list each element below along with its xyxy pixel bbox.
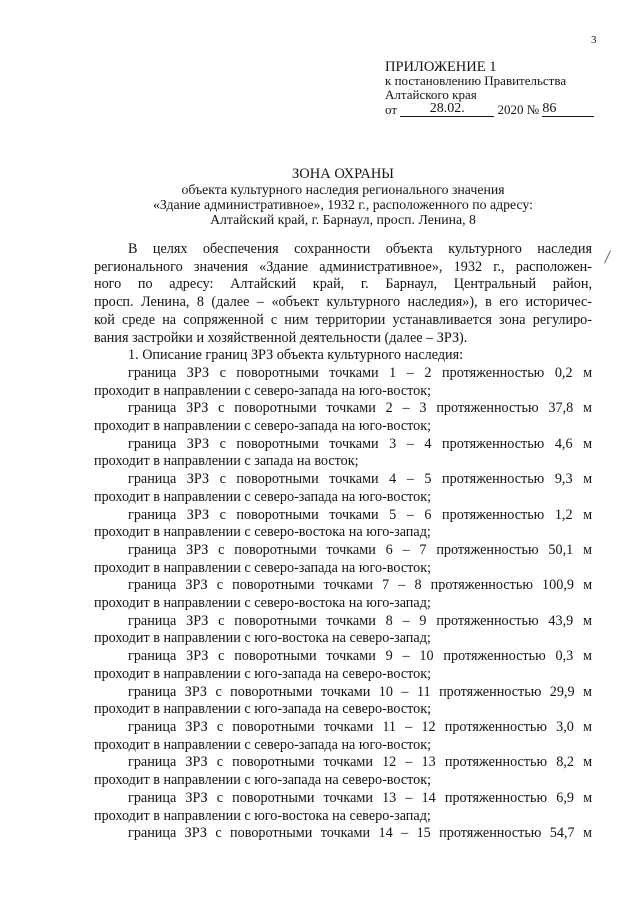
segment-length-label: протяженностью	[442, 435, 545, 452]
segment-points: 8 – 9	[385, 612, 427, 629]
segment-prefix: граница ЗРЗ с поворотными точками	[128, 435, 379, 452]
segment-length-label: протяженностью	[439, 683, 542, 700]
segment-points: 6 – 7	[385, 541, 427, 558]
segment-direction: проходит в направлении с северо-востока на юго-запад;	[94, 595, 431, 612]
segment-prefix: граница ЗРЗ с поворотными точками	[128, 577, 373, 594]
segment-length-label: протяженностью	[430, 577, 533, 594]
page-number: 3	[591, 34, 597, 46]
segment-prefix: граница ЗРЗ с поворотными точками	[128, 541, 376, 558]
segment-unit: м	[583, 754, 593, 771]
segment-length: 3,0	[556, 718, 574, 735]
segment-points: 10 – 11	[378, 683, 431, 700]
title-heading: ЗОНА ОХРАНЫ	[292, 166, 394, 182]
segment-points: 5 – 6	[389, 506, 432, 523]
segment-points: 7 – 8	[382, 577, 422, 594]
segment-points: 4 – 5	[389, 471, 432, 488]
from-label: от	[385, 102, 398, 117]
segment-unit: м	[583, 825, 592, 842]
segment-length: 43,9	[548, 612, 574, 629]
segment-boundary-line	[94, 648, 592, 666]
segment-length: 8,2	[556, 754, 574, 771]
segment-prefix: граница ЗРЗ с поворотными точками	[128, 683, 371, 700]
segment-direction: проходит в направлении с юго-востока на северо-запад;	[94, 630, 431, 647]
segment-points: 12 – 13	[382, 754, 436, 771]
segment-boundary-line	[94, 542, 592, 560]
segment-direction: проходит в направлении с северо-запада на юго-восток;	[94, 382, 432, 399]
segment-boundary-line	[94, 754, 592, 772]
segment-direction: проходит в направлении с юго-запада на северо-восток;	[94, 665, 432, 682]
segment-length-label: протяженностью	[442, 364, 545, 381]
title-line-2: «Здание административное», 1932 г., расположенного по адресу:	[153, 197, 533, 212]
segment-unit: м	[583, 612, 593, 629]
segment-length-label: протяженностью	[444, 789, 548, 806]
segment-boundary-line	[94, 684, 592, 702]
segment-boundary-line	[94, 577, 592, 595]
year: 2020	[497, 102, 524, 117]
segment-boundary-line	[94, 436, 592, 454]
appendix-line-1: к постановлению Правительства	[385, 73, 567, 88]
segment-direction: проходит в направлении с северо-запада на юго-восток;	[94, 736, 432, 753]
segment-unit: м	[583, 718, 593, 735]
segment-unit: м	[583, 577, 593, 594]
segment-unit: м	[583, 364, 593, 381]
segment-prefix: граница ЗРЗ с поворотными точками	[128, 718, 374, 735]
segment-direction: проходит в направлении с запада на восток;	[94, 453, 359, 470]
segment-boundary-line	[94, 365, 592, 383]
intro-line: просп. Ленина, 8 (далее – «объект культурного наследия»), в его историчес-	[94, 294, 592, 311]
segment-length-label: протяженностью	[436, 612, 539, 629]
intro-line: ного по адресу: Алтайский край, г. Барнаул, Центральный район,	[94, 276, 592, 293]
segment-prefix: граница ЗРЗ с поворотными точками	[128, 471, 379, 488]
segment-length-label: протяженностью	[443, 648, 546, 665]
segment-unit: м	[583, 683, 593, 700]
segment-direction: проходит в направлении с северо-запада на юго-восток;	[94, 559, 432, 576]
intro-line: В целях обеспечения сохранности объекта культурного наследия	[128, 241, 592, 257]
segment-boundary-line	[94, 825, 592, 843]
segment-length: 37,8	[548, 400, 574, 417]
segment-unit: м	[583, 471, 593, 488]
segment-length: 29,9	[549, 683, 575, 700]
segment-length-label: протяженностью	[439, 825, 542, 842]
title-line-3: Алтайский край, г. Барнаул, просп. Ленина, 8	[210, 212, 476, 227]
segment-prefix: граница ЗРЗ с поворотными точками	[128, 789, 373, 806]
segment-length: 6,9	[556, 789, 574, 806]
segment-length-label: протяженностью	[442, 471, 545, 488]
segment-boundary-line	[94, 719, 592, 737]
appendix-header	[385, 60, 594, 117]
segment-boundary-line	[94, 471, 592, 489]
intro-line: кой среде на сопряженной с ним территории устанавливается зона регулиро-	[94, 311, 592, 328]
segment-points: 14 – 15	[378, 825, 431, 842]
segment-unit: м	[583, 400, 593, 417]
appendix-title: ПРИЛОЖЕНИЕ 1	[385, 59, 497, 75]
segment-boundary-line	[94, 790, 592, 808]
number-field: 86	[542, 102, 594, 117]
segment-length: 4,6	[554, 435, 573, 452]
document-body	[94, 241, 592, 843]
appendix-line-2: Алтайского края	[385, 87, 477, 102]
margin-mark	[604, 250, 611, 263]
segment-direction: проходит в направлении с северо-запада на юго-восток;	[94, 418, 432, 435]
boundary-segments	[94, 365, 592, 843]
segment-length: 9,3	[554, 471, 573, 488]
intro-paragraph	[94, 241, 592, 347]
segment-direction: проходит в направлении с юго-востока на северо-запад;	[94, 807, 431, 824]
segment-length-label: протяженностью	[436, 400, 539, 417]
segment-length: 50,1	[548, 541, 574, 558]
segment-length: 100,9	[542, 577, 574, 594]
segment-length-label: протяженностью	[442, 506, 545, 523]
segment-points: 2 – 3	[385, 400, 427, 417]
segment-prefix: граница ЗРЗ с поворотными точками	[128, 754, 373, 771]
segment-length: 0,3	[555, 648, 574, 665]
segment-length: 0,2	[554, 364, 573, 381]
segment-prefix: граница ЗРЗ с поворотными точками	[128, 648, 376, 665]
segment-prefix: граница ЗРЗ с поворотными точками	[128, 825, 371, 842]
intro-line: вания застройки и хозяйственной деятельности (далее – ЗРЗ).	[94, 329, 468, 346]
segment-direction: проходит в направлении с юго-запада на северо-восток;	[94, 772, 432, 789]
date-field: 28.02.	[400, 102, 494, 117]
segment-unit: м	[583, 506, 593, 523]
segment-length-label: протяженностью	[436, 541, 539, 558]
number-label: №	[526, 102, 540, 117]
segment-points: 11 – 12	[382, 718, 436, 735]
segment-prefix: граница ЗРЗ с поворотными точками	[128, 400, 376, 417]
appendix-date-line	[385, 102, 594, 117]
segment-prefix: граница ЗРЗ с поворотными точками	[128, 612, 376, 629]
segment-prefix: граница ЗРЗ с поворотными точками	[128, 506, 379, 523]
segment-boundary-line	[94, 613, 592, 631]
segment-points: 9 – 10	[385, 648, 434, 665]
segment-unit: м	[583, 435, 593, 452]
title-line-1: объекта культурного наследия регионального значения	[181, 182, 505, 197]
segment-unit: м	[583, 541, 593, 558]
segment-points: 1 – 2	[389, 364, 432, 381]
segment-unit: м	[583, 789, 593, 806]
segment-points: 13 – 14	[382, 789, 436, 806]
intro-line: регионального значения «Здание административное», 1932 г., расположен-	[94, 258, 592, 275]
segment-boundary-line	[94, 507, 592, 525]
segment-length: 1,2	[554, 506, 573, 523]
segment-length-label: протяженностью	[444, 718, 547, 735]
segment-direction: проходит в направлении с юго-запада на северо-восток;	[94, 701, 432, 718]
segment-boundary-line	[94, 400, 592, 418]
section-1-heading: 1. Описание границ ЗРЗ объекта культурного наследия:	[128, 347, 464, 364]
segment-points: 3 – 4	[389, 435, 432, 452]
segment-prefix: граница ЗРЗ с поворотными точками	[128, 364, 379, 381]
segment-direction: проходит в направлении с северо-запада на юго-восток;	[94, 488, 432, 505]
document-title	[94, 166, 592, 227]
segment-unit: м	[583, 648, 593, 665]
segment-length-label: протяженностью	[444, 754, 548, 771]
segment-length: 54,7	[549, 825, 575, 842]
segment-direction: проходит в направлении с северо-востока на юго-запад;	[94, 524, 431, 541]
